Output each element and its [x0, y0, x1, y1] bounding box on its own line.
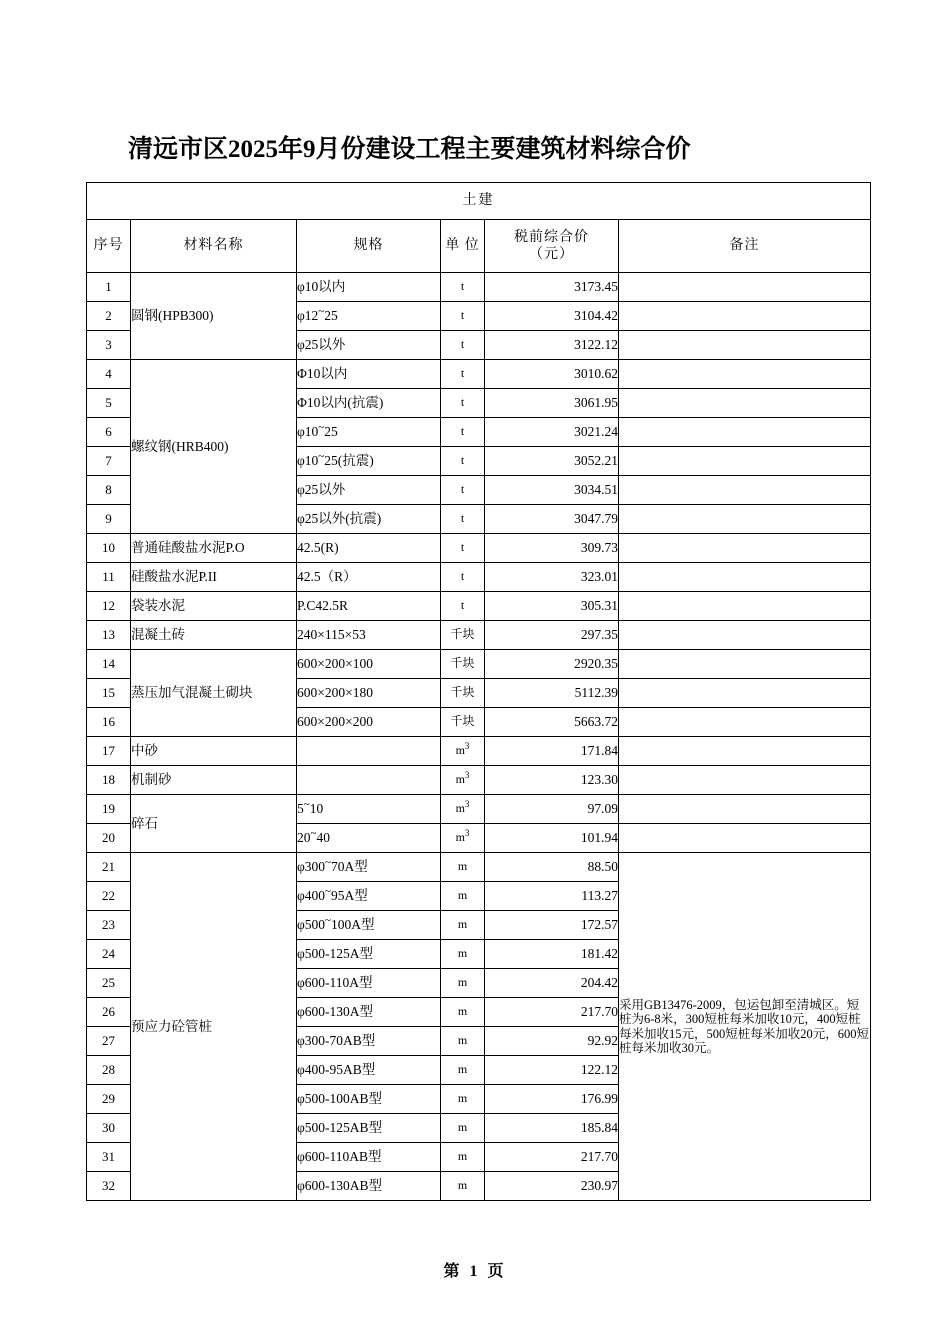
cell-unit: t: [441, 273, 485, 302]
cell-price: 3122.12: [485, 331, 619, 360]
cell-specification: φ600-130A型: [297, 998, 441, 1027]
cell-specification: φ25以外: [297, 331, 441, 360]
cell-sequence: 21: [87, 853, 131, 882]
range-tilde: ~: [303, 798, 310, 811]
cell-remark: [619, 650, 871, 679]
cell-unit: 千块: [441, 679, 485, 708]
cell-sequence: 6: [87, 418, 131, 447]
cell-specification: φ10~25(抗震): [297, 447, 441, 476]
cell-unit: m: [441, 998, 485, 1027]
cell-sequence: 12: [87, 592, 131, 621]
cell-price: 5112.39: [485, 679, 619, 708]
cell-price: 3052.21: [485, 447, 619, 476]
cell-specification: φ600-130AB型: [297, 1172, 441, 1201]
table-row: [87, 563, 871, 592]
cell-unit: $m^3$: [441, 824, 485, 853]
cell-specification: 600×200×100: [297, 650, 441, 679]
cell-sequence: 17: [87, 737, 131, 766]
cell-remark: [619, 766, 871, 795]
cell-specification: φ500-125AB型: [297, 1114, 441, 1143]
cell-unit: m: [441, 1143, 485, 1172]
cell-sequence: 3: [87, 331, 131, 360]
cell-price: 3034.51: [485, 476, 619, 505]
cell-price: 323.01: [485, 563, 619, 592]
cell-material-name: 螺纹钢(HRB400): [131, 360, 297, 534]
cell-unit: t: [441, 534, 485, 563]
cell-specification: P.C42.5R: [297, 592, 441, 621]
cell-price: 97.09: [485, 795, 619, 824]
range-tilde: ~: [318, 305, 325, 318]
cell-unit: t: [441, 505, 485, 534]
cell-price: 230.97: [485, 1172, 619, 1201]
cell-unit: t: [441, 418, 485, 447]
cell-remark: [619, 273, 871, 302]
range-tilde: ~: [325, 856, 331, 869]
cell-sequence: 16: [87, 708, 131, 737]
cell-specification: 20~40: [297, 824, 441, 853]
col-header-note: 备注: [619, 220, 871, 273]
range-tilde: ~: [325, 914, 331, 927]
cell-sequence: 19: [87, 795, 131, 824]
cell-remark: [619, 795, 871, 824]
cell-specification: 600×200×180: [297, 679, 441, 708]
table-header: [87, 183, 871, 273]
cell-remark: [619, 592, 871, 621]
cell-price: 3173.45: [485, 273, 619, 302]
cell-specification: 42.5(R): [297, 534, 441, 563]
cell-material-name: 圆钢(HPB300): [131, 273, 297, 360]
table-row: [87, 273, 871, 302]
cell-sequence: 13: [87, 621, 131, 650]
cell-specification: φ300~70A型: [297, 853, 441, 882]
cell-unit: m: [441, 1027, 485, 1056]
range-tilde: ~: [325, 885, 331, 898]
cell-specification: φ25以外: [297, 476, 441, 505]
cell-sequence: 32: [87, 1172, 131, 1201]
cell-specification: 600×200×200: [297, 708, 441, 737]
cell-sequence: 24: [87, 940, 131, 969]
cell-unit: m: [441, 1056, 485, 1085]
cell-remark: [619, 737, 871, 766]
table-row: [87, 766, 871, 795]
table-row: [87, 534, 871, 563]
cell-price: 3010.62: [485, 360, 619, 389]
table-body: [87, 273, 871, 1201]
cell-unit: t: [441, 563, 485, 592]
col-header-price-line2: （元）: [529, 247, 574, 262]
cell-price: 217.70: [485, 998, 619, 1027]
cell-unit: m: [441, 911, 485, 940]
cell-price: 217.70: [485, 1143, 619, 1172]
table-row: [87, 650, 871, 679]
cell-specification: φ400-95AB型: [297, 1056, 441, 1085]
cell-specification: φ600-110AB型: [297, 1143, 441, 1172]
cell-sequence: 30: [87, 1114, 131, 1143]
cell-unit: 千块: [441, 708, 485, 737]
cell-specification: φ10以内: [297, 273, 441, 302]
cell-sequence: 7: [87, 447, 131, 476]
unit-exponent: 3: [464, 741, 470, 752]
cell-remark: [619, 476, 871, 505]
cell-unit: t: [441, 447, 485, 476]
cell-unit: t: [441, 476, 485, 505]
cell-price: 101.94: [485, 824, 619, 853]
cell-price: 5663.72: [485, 708, 619, 737]
cell-remark: [619, 534, 871, 563]
table-row: [87, 853, 871, 882]
cell-price: 2920.35: [485, 650, 619, 679]
col-header-price: [485, 220, 619, 273]
cell-unit: t: [441, 360, 485, 389]
cell-sequence: 15: [87, 679, 131, 708]
col-header-spec: 规格: [297, 220, 441, 273]
cell-sequence: 29: [87, 1085, 131, 1114]
cell-sequence: 10: [87, 534, 131, 563]
cell-remark: [619, 679, 871, 708]
cell-price: 172.57: [485, 911, 619, 940]
material-price-table: [86, 182, 871, 1201]
cell-specification: φ25以外(抗震): [297, 505, 441, 534]
table-row: [87, 795, 871, 824]
cell-sequence: 8: [87, 476, 131, 505]
cell-specification: φ600-110A型: [297, 969, 441, 998]
cell-unit: m: [441, 882, 485, 911]
cell-remark: [619, 621, 871, 650]
section-title-row: [87, 183, 871, 220]
cell-price: 309.73: [485, 534, 619, 563]
range-tilde: ~: [318, 450, 325, 463]
cell-specification: φ300-70AB型: [297, 1027, 441, 1056]
cell-unit: m: [441, 1085, 485, 1114]
cell-specification: φ500-125A型: [297, 940, 441, 969]
col-header-name: 材料名称: [131, 220, 297, 273]
table-row: [87, 737, 871, 766]
cell-remark: [619, 563, 871, 592]
cell-unit: t: [441, 592, 485, 621]
cell-remark: [619, 389, 871, 418]
unit-exponent: 3: [464, 828, 470, 839]
cell-sequence: 28: [87, 1056, 131, 1085]
cell-remark: [619, 360, 871, 389]
cell-price: 3021.24: [485, 418, 619, 447]
table-row: [87, 592, 871, 621]
table-row: [87, 621, 871, 650]
cell-specification: φ500-100AB型: [297, 1085, 441, 1114]
cell-remark: [619, 447, 871, 476]
cell-material-name: 预应力砼管桩: [131, 853, 297, 1201]
cell-specification: φ500~100A型: [297, 911, 441, 940]
cell-unit: $m^3$: [441, 737, 485, 766]
cell-price: 113.27: [485, 882, 619, 911]
cell-remark: [619, 505, 871, 534]
cell-specification: φ10~25: [297, 418, 441, 447]
cell-material-name: 蒸压加气混凝土砌块: [131, 650, 297, 737]
cell-sequence: 22: [87, 882, 131, 911]
cell-specification: [297, 766, 441, 795]
cell-remark: [619, 708, 871, 737]
cell-sequence: 2: [87, 302, 131, 331]
cell-sequence: 9: [87, 505, 131, 534]
cell-unit: m: [441, 853, 485, 882]
range-tilde: ~: [318, 421, 325, 434]
table-row: [87, 360, 871, 389]
cell-unit: t: [441, 331, 485, 360]
cell-sequence: 11: [87, 563, 131, 592]
cell-remark: [619, 824, 871, 853]
cell-specification: φ400~95A型: [297, 882, 441, 911]
cell-sequence: 20: [87, 824, 131, 853]
cell-price: 123.30: [485, 766, 619, 795]
cell-sequence: 26: [87, 998, 131, 1027]
col-header-seq: 序号: [87, 220, 131, 273]
cell-sequence: 18: [87, 766, 131, 795]
column-header-row: [87, 220, 871, 273]
cell-unit: 千块: [441, 621, 485, 650]
cell-specification: [297, 737, 441, 766]
cell-unit: t: [441, 302, 485, 331]
cell-price: 92.92: [485, 1027, 619, 1056]
cell-unit: $m^3$: [441, 766, 485, 795]
cell-material-name: 碎石: [131, 795, 297, 853]
cell-price: 185.84: [485, 1114, 619, 1143]
cell-unit: m: [441, 1114, 485, 1143]
cell-remark: [619, 331, 871, 360]
cell-sequence: 31: [87, 1143, 131, 1172]
cell-specification: 240×115×53: [297, 621, 441, 650]
page-number-footer: 第 1 页: [443, 1263, 507, 1280]
cell-price: 176.99: [485, 1085, 619, 1114]
cell-remark: 采用GB13476-2009，包运包卸至清城区。短桩为6-8米，300短桩每米加收10元，400短桩每米加收15元，500短桩每米加收20元，600短桩每米加收30元。: [619, 853, 871, 1201]
cell-sequence: 4: [87, 360, 131, 389]
cell-material-name: 袋装水泥: [131, 592, 297, 621]
cell-price: 204.42: [485, 969, 619, 998]
cell-unit: 千块: [441, 650, 485, 679]
cell-specification: 42.5（R）: [297, 563, 441, 592]
range-tilde: ~: [310, 827, 317, 840]
cell-material-name: 机制砂: [131, 766, 297, 795]
col-header-price-line1: 税前综合价: [514, 229, 589, 245]
cell-price: 3047.79: [485, 505, 619, 534]
cell-unit: m: [441, 940, 485, 969]
cell-price: 297.35: [485, 621, 619, 650]
cell-material-name: 混凝土砖: [131, 621, 297, 650]
cell-price: 305.31: [485, 592, 619, 621]
cell-remark: [619, 418, 871, 447]
cell-specification: Φ10以内: [297, 360, 441, 389]
cell-price: 122.12: [485, 1056, 619, 1085]
cell-unit: t: [441, 389, 485, 418]
cell-unit: m: [441, 969, 485, 998]
cell-specification: 5~10: [297, 795, 441, 824]
cell-specification: Φ10以内(抗震): [297, 389, 441, 418]
unit-exponent: 3: [464, 799, 470, 810]
cell-price: 3104.42: [485, 302, 619, 331]
cell-unit: m: [441, 1172, 485, 1201]
cell-sequence: 14: [87, 650, 131, 679]
col-header-unit: 单 位: [441, 220, 485, 273]
cell-material-name: 普通硅酸盐水泥P.O: [131, 534, 297, 563]
section-title-cell: 土建: [87, 183, 871, 220]
cell-price: 3061.95: [485, 389, 619, 418]
cell-price: 181.42: [485, 940, 619, 969]
cell-price: 171.84: [485, 737, 619, 766]
page-title: 清远市区2025年9月份建设工程主要建筑材料综合价: [128, 136, 691, 163]
cell-material-name: 中砂: [131, 737, 297, 766]
unit-exponent: 3: [464, 770, 470, 781]
cell-material-name: 硅酸盐水泥P.II: [131, 563, 297, 592]
cell-remark: [619, 302, 871, 331]
cell-sequence: 23: [87, 911, 131, 940]
cell-sequence: 25: [87, 969, 131, 998]
cell-price: 88.50: [485, 853, 619, 882]
cell-sequence: 1: [87, 273, 131, 302]
cell-unit: $m^3$: [441, 795, 485, 824]
cell-sequence: 5: [87, 389, 131, 418]
cell-specification: φ12~25: [297, 302, 441, 331]
cell-sequence: 27: [87, 1027, 131, 1056]
